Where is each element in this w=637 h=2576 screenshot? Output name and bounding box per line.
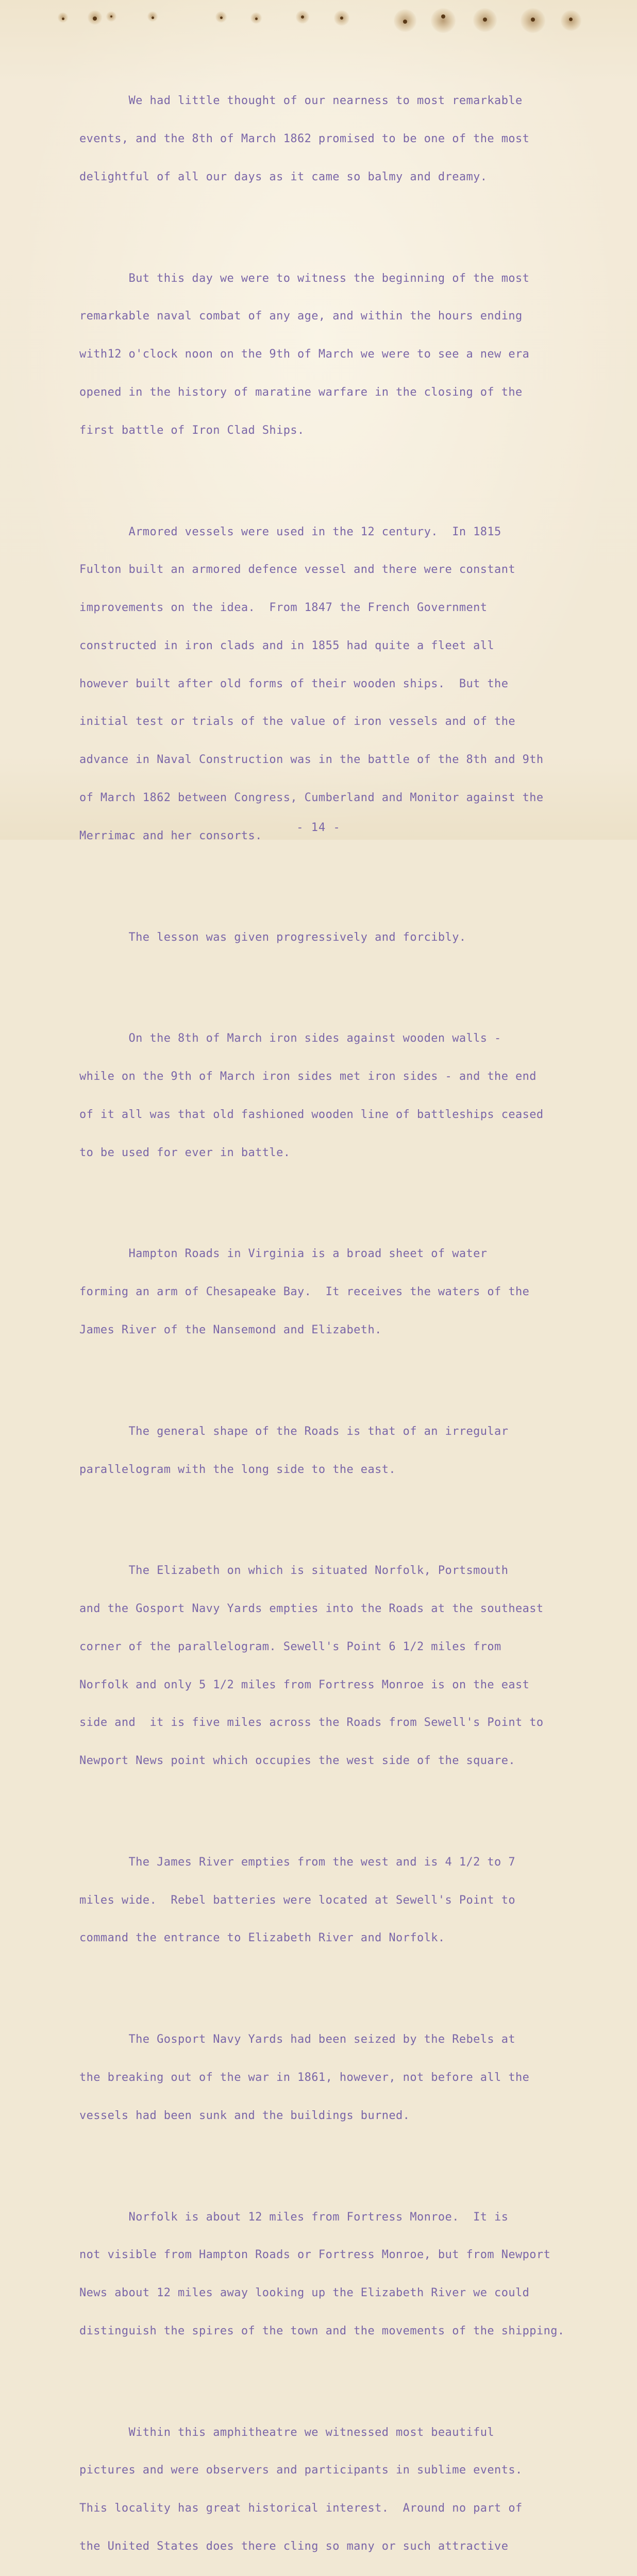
binding-holes	[0, 7, 637, 33]
binding-hole	[106, 11, 116, 22]
text-line: the United States does there cling so many or such attractive	[79, 2539, 509, 2553]
text-line: vessels had been sunk and the buildings burned.	[79, 2109, 410, 2122]
text-line: to be used for ever in battle.	[79, 1146, 291, 1159]
text-line: events, and the 8th of March 1862 promised to be one of the most	[79, 132, 530, 146]
paragraph	[79, 500, 605, 868]
text-line: We had little thought of our nearness to most remarkable	[79, 94, 523, 108]
binding-hole	[561, 10, 581, 31]
text-line: first battle of Iron Clad Ships.	[79, 423, 305, 437]
text-line: advance in Naval Construction was in the battle of the 8th and 9th	[79, 753, 544, 767]
paragraph	[79, 247, 605, 463]
text-line: remarkable naval combat of any age, and within the hours ending	[79, 310, 523, 323]
text-line: Fulton built an armored defence vessel and there were constant	[79, 563, 515, 577]
text-line: of March 1862 between Congress, Cumberland and Monitor against the	[79, 791, 544, 805]
binding-hole	[394, 9, 416, 32]
paragraph	[79, 1007, 605, 1184]
body-text	[79, 44, 605, 2576]
text-line: The James River empties from the west and is 4 1/2 to 7	[79, 1855, 515, 1869]
binding-hole	[296, 10, 309, 24]
text-line: This locality has great historical interest. Around no part of	[79, 2502, 523, 2515]
text-line: But this day we were to witness the beginning of the most	[79, 272, 530, 285]
binding-hole	[58, 12, 68, 23]
text-line: miles wide. Rebel batteries were located at Sewell's Point to	[79, 1893, 515, 1907]
text-line: On the 8th of March iron sides against wooden walls -	[79, 1032, 501, 1045]
paragraph	[79, 1539, 605, 1793]
text-line: while on the 9th of March iron sides met iron sides - and the end	[79, 1070, 537, 1083]
text-line: The Elizabeth on which is situated Norfolk, Portsmouth	[79, 1564, 509, 1578]
binding-hole	[147, 11, 158, 22]
page-number: - 14 -	[296, 821, 341, 834]
text-line: James River of the Nansemond and Elizabeth.	[79, 1323, 382, 1336]
text-line: News about 12 miles away looking up the Elizabeth River we could	[79, 2286, 530, 2300]
text-line: command the entrance to Elizabeth River and Norfolk.	[79, 1931, 445, 1945]
text-line: Within this amphitheatre we witnessed most beautiful	[79, 2426, 495, 2439]
text-line: delightful of all our days as it came so balmy and dreamy.	[79, 170, 488, 183]
text-line: parallelogram with the long side to the east.	[79, 1463, 396, 1476]
text-line: and the Gosport Navy Yards empties into the Roads at the southeast	[79, 1602, 544, 1616]
paragraph	[79, 1223, 605, 1362]
paragraph	[79, 2185, 605, 2363]
text-line: improvements on the idea. From 1847 the French Government	[79, 601, 488, 615]
text-line: however built after old forms of their wooden ships. But the	[79, 677, 509, 690]
text-line: not visible from Hampton Roads or Fortress Monroe, but from Newport	[79, 2248, 551, 2262]
text-line: The general shape of the Roads is that of an irregular	[79, 1425, 509, 1438]
paragraph	[79, 70, 605, 209]
paragraph	[79, 1831, 605, 1971]
binding-hole	[473, 8, 497, 32]
text-line: opened in the history of maratine warfare in the closing of the	[79, 386, 523, 399]
text-line: side and it is five miles across the Roads from Sewell's Point to	[79, 1716, 544, 1730]
text-line: Norfolk is about 12 miles from Fortress Monroe. It is	[79, 2210, 509, 2224]
paragraph	[79, 906, 605, 969]
text-line: Hampton Roads in Virginia is a broad sheet of water	[79, 1247, 488, 1261]
text-line: The Gosport Navy Yards had been seized by the Rebels at	[79, 2033, 515, 2046]
text-line: the breaking out of the war in 1861, however, not before all the	[79, 2071, 530, 2084]
paragraph	[79, 2401, 605, 2576]
binding-hole	[250, 12, 262, 24]
text-line: distinguish the spires of the town and the movements of the shipping.	[79, 2324, 565, 2337]
paragraph	[79, 1400, 605, 1502]
text-line: forming an arm of Chesapeake Bay. It receives the waters of the	[79, 1285, 530, 1299]
text-line: Norfolk and only 5 1/2 miles from Fortress Monroe is on the east	[79, 1678, 530, 1691]
text-line: Merrimac and her consorts.	[79, 829, 262, 842]
text-line: with12 o'clock noon on the 9th of March we were to see a new era	[79, 348, 530, 361]
text-line: constructed in iron clads and in 1855 had quite a fleet all	[79, 639, 495, 652]
binding-hole	[521, 8, 545, 33]
text-line: initial test or trials of the value of iron vessels and of the	[79, 715, 515, 728]
text-line: The lesson was given progressively and forcibly.	[79, 930, 466, 944]
paragraph	[79, 2008, 605, 2148]
binding-hole	[334, 10, 349, 26]
text-line: of it all was that old fashioned wooden line of battleships ceased	[79, 1108, 544, 1121]
text-line: Armored vessels were used in the 12 century. In 1815	[79, 525, 501, 538]
binding-hole	[215, 11, 227, 23]
binding-hole	[88, 10, 102, 25]
text-line: corner of the parallelogram. Sewell's Point 6 1/2 miles from	[79, 1640, 501, 1653]
text-line: Newport News point which occupies the west side of the square.	[79, 1754, 515, 1768]
binding-hole	[431, 8, 456, 33]
text-line: pictures and were observers and participants in sublime events.	[79, 2464, 523, 2477]
